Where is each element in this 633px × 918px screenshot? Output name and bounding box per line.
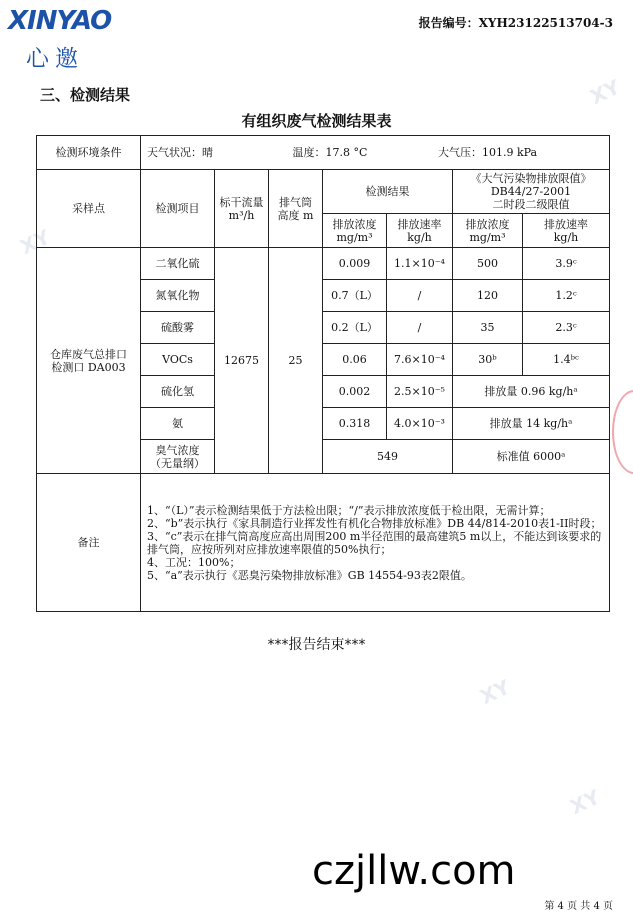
header-row-1 [37, 170, 610, 214]
sampling-point-code: 检测口 DA003 [51, 360, 126, 374]
env-conditions [141, 136, 610, 170]
note-item: 1、“（L）”表示检测结果低于方法检出限；“/”表示排放浓度低于检出限，无需计算； [147, 503, 551, 517]
background-pattern: XY [476, 674, 514, 710]
env-pressure: 大气压：101.9 kPa [438, 146, 538, 159]
page-number: 第 4 页 共 4 页 [544, 901, 613, 912]
col-item: 检测项目 [141, 170, 215, 248]
note-item: 2、“b”表示执行《家具制造行业挥发性有机化合物排放标准》DB 44/814-2010表1-II时段； [147, 516, 602, 530]
col-limit-group [453, 170, 610, 214]
col-rate-label: 排放速率 [397, 217, 442, 231]
item-cell: 硫化氢 [141, 376, 215, 408]
col-rate [387, 214, 453, 248]
limit-rate-cell: 2.3ᶜ [523, 312, 610, 344]
height-value: 25 [269, 248, 323, 474]
env-temperature: 温度：17.8 °C [292, 146, 368, 159]
col-limit-conc [453, 214, 523, 248]
col-flow [215, 170, 269, 248]
limit-standard-name: 《大气污染物排放限值》 [470, 172, 592, 185]
conc-cell: 0.002 [323, 376, 387, 408]
conc-cell: 0.7（L） [323, 280, 387, 312]
notes-label: 备注 [37, 474, 141, 612]
table-row [37, 248, 610, 280]
env-label: 检测环境条件 [37, 136, 141, 170]
seal-stamp [612, 390, 633, 474]
col-limit-rate-label: 排放速率 [544, 217, 588, 231]
col-limit-conc-label: 排放浓度 [465, 217, 510, 231]
background-pattern: XY [586, 74, 624, 110]
company-logo-en: XINYAO [8, 6, 112, 36]
report-end: ***报告结束*** [267, 637, 366, 653]
report-number: 报告编号：XYH23122513704-3 [418, 16, 613, 30]
col-flow-label: 标干流量 [219, 195, 264, 209]
col-result-group: 检测结果 [323, 170, 453, 214]
limit-conc-cell: 120 [453, 280, 523, 312]
note-item: 4、工况：100%； [147, 555, 241, 569]
col-height [269, 170, 323, 248]
limit-cell: 排放量 14 kg/hᵃ [453, 408, 610, 440]
odor-value: 549 [323, 440, 453, 474]
col-flow-unit: m³/h [228, 208, 255, 222]
odor-item-unit: （无量纲） [150, 456, 205, 470]
sampling-point-name: 仓库废气总排口 [50, 347, 127, 361]
note-item: 3、“c”表示在排气筒高度应高出周围200 m半径范围的最高建筑5 m以上，不能达到该要求的排气筒，应按所列对应排放速率限值的50%执行； [147, 529, 602, 556]
limit-standard-code: DB44/27-2001 [490, 185, 572, 198]
conc-cell: 0.009 [323, 248, 387, 280]
rate-cell: 1.1×10⁻⁴ [387, 248, 453, 280]
item-cell: 氨 [141, 408, 215, 440]
col-conc [323, 214, 387, 248]
rate-cell: 7.6×10⁻⁴ [387, 344, 453, 376]
env-row [37, 136, 610, 170]
item-cell [141, 440, 215, 474]
limit-rate-cell: 3.9ᶜ [523, 248, 610, 280]
rate-cell: 2.5×10⁻⁵ [387, 376, 453, 408]
item-cell: VOCs [141, 344, 215, 376]
col-conc-label: 排放浓度 [332, 217, 377, 231]
col-rate-unit: kg/h [407, 230, 432, 244]
background-pattern: XY [566, 784, 604, 820]
notes-content [141, 474, 610, 612]
section-title: 三、检测结果 [40, 86, 131, 104]
item-cell: 硫酸雾 [141, 312, 215, 344]
flow-value: 12675 [215, 248, 269, 474]
item-cell: 氮氧化物 [141, 280, 215, 312]
conc-cell: 0.06 [323, 344, 387, 376]
company-logo-cn: 心邀 [26, 46, 84, 72]
limit-conc-cell: 30ᵇ [453, 344, 523, 376]
notes-row [37, 474, 610, 612]
sampling-point-cell [37, 248, 141, 474]
col-height-unit: 高度 m [277, 208, 314, 222]
table-title: 有组织废气检测结果表 [241, 112, 392, 130]
rate-cell: 4.0×10⁻³ [387, 408, 453, 440]
rate-cell: / [387, 280, 453, 312]
limit-conc-cell: 500 [453, 248, 523, 280]
env-weather: 天气状况：晴 [147, 146, 213, 159]
limit-standard-period: 二时段二级限值 [492, 198, 570, 211]
limit-rate-cell: 1.2ᶜ [523, 280, 610, 312]
limit-cell: 标准值 6000ᵃ [453, 440, 610, 474]
col-limit-rate-unit: kg/h [553, 230, 579, 244]
conc-cell: 0.2（L） [323, 312, 387, 344]
item-cell: 二氧化硫 [141, 248, 215, 280]
results-table [36, 135, 610, 612]
rate-cell: / [387, 312, 453, 344]
background-pattern: XY [16, 224, 54, 260]
site-watermark: czjllw.com [312, 848, 516, 894]
col-height-label: 排气筒 [279, 195, 312, 209]
col-sampling-point: 采样点 [37, 170, 141, 248]
odor-item-label: 臭气浓度 [155, 443, 200, 457]
conc-cell: 0.318 [323, 408, 387, 440]
limit-conc-cell: 35 [453, 312, 523, 344]
col-conc-unit: mg/m³ [336, 230, 373, 244]
limit-cell: 排放量 0.96 kg/hᵃ [453, 376, 610, 408]
limit-rate-cell: 1.4ᵇᶜ [523, 344, 610, 376]
col-limit-conc-unit: mg/m³ [469, 230, 506, 244]
note-item: 5、“a”表示执行《恶臭污染物排放标准》GB 14554-93表2限值。 [147, 568, 472, 582]
col-limit-rate [523, 214, 610, 248]
